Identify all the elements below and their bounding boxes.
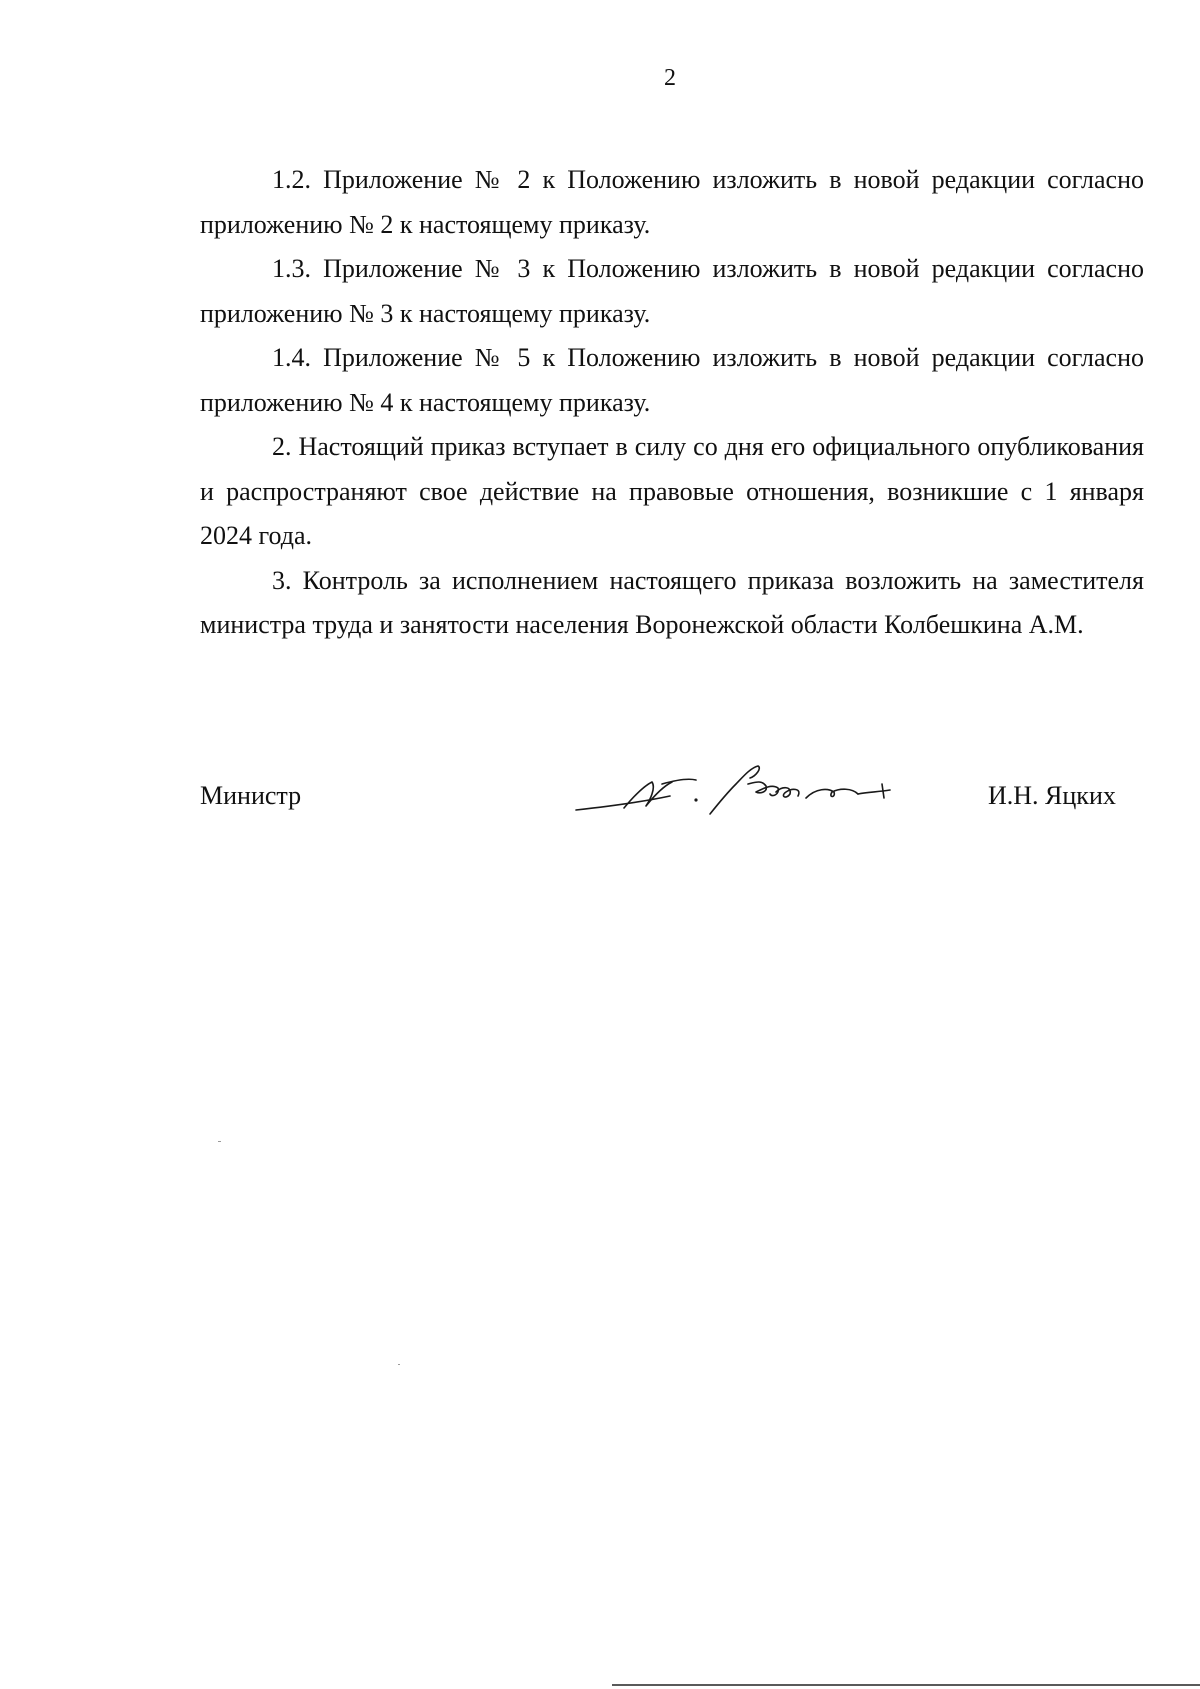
paragraph-1-4: 1.4. Приложение № 5 к Положению изложить в новой редакции согласно приложению № 4 к настоящему приказу. <box>200 343 1144 417</box>
document-body <box>200 158 1144 648</box>
page-number: 2 <box>664 65 676 91</box>
paragraph-2: 2. Настоящий приказ вступает в силу со дня его официального опубликования и распространяют свое действие на правовые отношения, возникшие с 1 января 2024 года. <box>200 432 1144 550</box>
paragraph-1-2: 1.2. Приложение № 2 к Положению изложить в новой редакции согласно приложению № 2 к настоящему приказу. <box>200 165 1144 239</box>
signatory-position: Министр <box>200 781 302 810</box>
scan-speck <box>398 1364 400 1365</box>
paragraph-3: 3. Контроль за исполнением настоящего приказа возложить на заместителя министра труда и занятости населения Воронежской области Колбешкина А.М. <box>200 565 1144 639</box>
handwritten-signature <box>572 758 912 822</box>
scan-bottom-edge <box>612 1684 1200 1686</box>
paragraph-1-3: 1.3. Приложение № 3 к Положению изложить в новой редакции согласно приложению № 3 к настоящему приказу. <box>200 254 1144 328</box>
signature-block <box>200 780 1144 840</box>
scan-speck <box>218 1141 221 1142</box>
signatory-name: И.Н. Яцких <box>988 781 1116 810</box>
